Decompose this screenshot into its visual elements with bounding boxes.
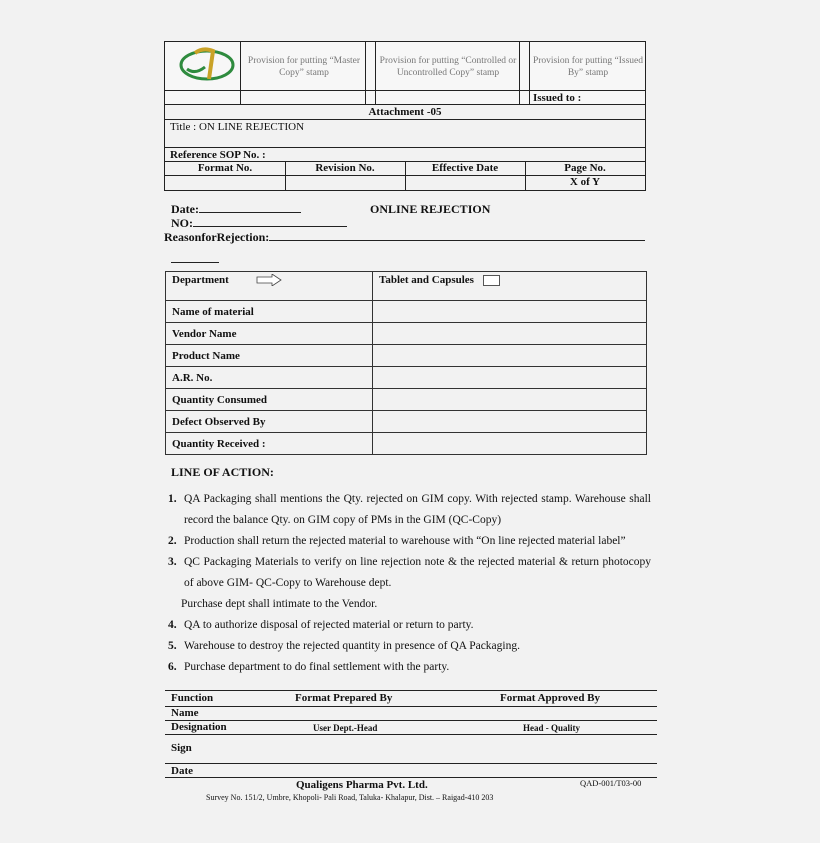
- name-of-material-field[interactable]: [373, 301, 647, 323]
- page-no-header: Page No.: [564, 162, 606, 174]
- department-label-cell: Department: [166, 272, 373, 301]
- revision-no-header: Revision No.: [315, 162, 375, 174]
- vendor-name-label: Vendor Name: [166, 323, 373, 345]
- attachment-label: Attachment -05: [368, 106, 442, 118]
- list-item: 2. Production shall return the rejected material to warehouse with “On line rejected material label”: [168, 535, 626, 547]
- reason-for-rejection-label: ReasonforRejection:: [164, 230, 647, 245]
- issued-to-label: Issued to :: [533, 92, 582, 104]
- title-block: [164, 105, 646, 191]
- date-signature-label: Date: [171, 765, 193, 777]
- designation-approved: Head - Quality: [523, 723, 581, 733]
- designation-label: Designation: [171, 721, 227, 733]
- form-heading: ONLINE REJECTION: [370, 202, 491, 216]
- format-no-header: Format No.: [197, 162, 253, 174]
- defect-observed-by-label: Defect Observed By: [166, 411, 373, 433]
- date-label: Date:: [171, 202, 301, 217]
- company-name: Qualigens Pharma Pvt. Ltd.: [296, 779, 428, 791]
- reason-continuation-line: [171, 262, 219, 263]
- controlled-copy-stamp-area: Provision for putting “Controlled or Uncontrolled Copy” stamp: [379, 56, 517, 78]
- line-of-action-list: [168, 489, 651, 678]
- header-block: [164, 41, 646, 105]
- rejection-details-table: [165, 271, 647, 455]
- page-x-of-y: X of Y: [569, 176, 601, 188]
- list-item: 3. QC Packaging Materials to verify on line rejection note & the rejected material & return photocopy of above GIM- QC-Copy to Warehouse dept.: [168, 556, 651, 589]
- company-address: Survey No. 151/2, Umbre, Khopoli- Pali Road, Taluka- Khalapur, Dist. – Raigad-410 203: [206, 793, 494, 802]
- product-name-label: Product Name: [166, 345, 373, 367]
- effective-date-header: Effective Date: [431, 162, 499, 174]
- checkbox-icon[interactable]: [483, 275, 500, 286]
- no-label: NO:: [171, 216, 347, 231]
- ar-no-label: A.R. No.: [166, 367, 373, 389]
- arrow-right-icon: [256, 274, 282, 286]
- quantity-consumed-label: Quantity Consumed: [166, 389, 373, 411]
- list-item: 1. QA Packaging shall mentions the Qty. rejected on GIM copy. With rejected stamp. Warehouse shall record the balance Qty. on GIM copy of PMs in the GIM (QC-Copy): [168, 493, 651, 526]
- list-item: 6. Purchase department to do final settlement with the party.: [168, 661, 450, 673]
- sign-label: Sign: [171, 742, 192, 754]
- master-copy-stamp-area: Provision for putting “Master Copy” stamp: [247, 56, 361, 78]
- line-of-action-heading: LINE OF ACTION:: [171, 465, 274, 479]
- list-item: 4. QA to authorize disposal of rejected material or return to party.: [168, 619, 474, 631]
- format-approved-by-header: Format Approved By: [500, 692, 601, 704]
- document-title: Title : ON LINE REJECTION: [170, 121, 305, 133]
- quantity-consumed-field[interactable]: [373, 389, 647, 411]
- designation-prepared: User Dept.-Head: [313, 723, 378, 733]
- list-item: Purchase dept shall intimate to the Vendor.: [181, 598, 378, 610]
- defect-observed-by-field[interactable]: [373, 411, 647, 433]
- reference-sop-label: Reference SOP No. :: [170, 149, 266, 161]
- vendor-name-field[interactable]: [373, 323, 647, 345]
- format-prepared-by-header: Format Prepared By: [295, 692, 393, 704]
- quantity-received-field[interactable]: [373, 433, 647, 455]
- quantity-received-label: Quantity Received :: [166, 433, 373, 455]
- list-item: 5. Warehouse to destroy the rejected quantity in presence of QA Packaging.: [168, 640, 520, 652]
- function-label: Function: [171, 692, 214, 704]
- department-value-cell[interactable]: Tablet and Capsules: [373, 272, 647, 301]
- issued-by-stamp-area: Provision for putting “Issued By” stamp: [532, 56, 644, 78]
- product-name-field[interactable]: [373, 345, 647, 367]
- name-label: Name: [171, 707, 199, 719]
- name-of-material-label: Name of material: [166, 301, 373, 323]
- document-code: QAD-001/T03-00: [580, 778, 642, 788]
- ar-no-field[interactable]: [373, 367, 647, 389]
- company-logo: [173, 45, 237, 87]
